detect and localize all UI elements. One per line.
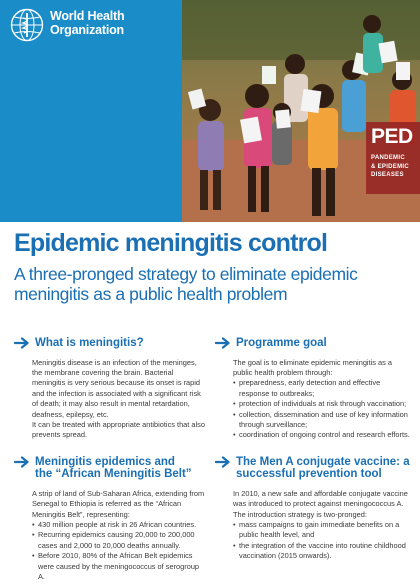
bullet-list <box>233 378 411 440</box>
section-heading <box>215 337 411 350</box>
list-item: • Recurring epidemics causing 20,000 to 200,000 cases and 2,000 to 20,000 deaths annually. <box>32 530 207 551</box>
right-column <box>215 337 411 562</box>
list-item: • coordination of ongoing control and research efforts. <box>233 430 411 440</box>
paragraph: The goal is to eliminate epidemic meningitis as a public health problem through: <box>233 357 392 377</box>
list-item: • 430 million people at risk in 26 African countries. <box>32 520 207 530</box>
ped-badge-line2: & EPIDEMIC <box>371 163 410 170</box>
arrow-right-icon <box>14 337 30 349</box>
section-heading-text <box>35 456 192 481</box>
section-heading <box>14 456 207 481</box>
paragraph: It can be treated with appropriate antibiotics that also prevents spread. <box>32 419 205 440</box>
who-name <box>50 9 124 37</box>
paragraph: The introduction strategy is two-pronged: <box>233 509 367 519</box>
section-body <box>14 489 207 583</box>
who-name-line2: Organization <box>50 23 124 37</box>
page-subtitle: A three-pronged strategy to eliminate epidemic meningitis as a public health problem <box>14 264 358 304</box>
ped-badge-line1: PANDEMIC <box>371 155 405 161</box>
who-name-line1: World Health <box>50 9 125 23</box>
heading-line: the “African Meningitis Belt” <box>35 468 192 481</box>
section-heading-text <box>236 456 410 481</box>
list-item: • preparedness, early detection and effective response to outbreaks; <box>233 378 411 399</box>
ped-badge-title: PED <box>371 125 413 148</box>
who-logo-panel <box>0 0 182 222</box>
page-title: Epidemic meningitis control <box>14 229 328 257</box>
section-body <box>215 358 411 441</box>
ped-badge <box>366 122 420 194</box>
paragraph: Meningitis disease is an infection of the meninges, the membrane covering the brain. Bacterial meningitis is very serious because its onset is rapid and the infection is associated with a significant risk of death; it may also result in mental retardation, deafness, epilepsy, etc. <box>32 357 201 419</box>
arrow-right-icon <box>14 456 30 468</box>
section-what-is-meningitis <box>14 337 207 441</box>
list-item: • Before 2010, 80% of the African Belt epidemics were caused by the meningococcus of serogroup A. <box>32 551 207 582</box>
section-body <box>215 489 411 562</box>
list-item: • protection of individuals at risk through vaccination; <box>233 399 411 409</box>
heading-line: The Men A conjugate vaccine: a <box>236 455 410 468</box>
section-body <box>14 358 207 441</box>
header-banner <box>0 0 420 222</box>
arrow-right-icon <box>215 456 231 468</box>
section-meningitis-belt <box>14 456 207 583</box>
ped-badge-line3: DISEASES <box>371 172 404 178</box>
section-heading <box>215 456 411 481</box>
list-item: • collection, dissemination and use of key information through surveillance; <box>233 410 411 431</box>
bullet-list <box>32 520 207 582</box>
left-column <box>14 337 207 582</box>
section-men-a-vaccine <box>215 456 411 562</box>
list-item: • mass campaigns to gain immediate benefits on a public health level, and <box>233 520 411 541</box>
section-heading-text: What is meningitis? <box>35 337 144 349</box>
heading-line: Meningitis epidemics and <box>35 455 175 468</box>
ped-badge-subtitle <box>371 154 416 180</box>
bullet-list <box>233 520 411 562</box>
section-heading-text: Programme goal <box>236 337 327 349</box>
paragraph: In 2010, a new safe and affordable conjugate vaccine was introduced to protect against meningococcus A. <box>233 488 408 509</box>
section-programme-goal <box>215 337 411 441</box>
paragraph: A strip of land of Sub-Saharan Africa, extending from Senegal to Ethiopia is referred as the “African Meningitis Belt”, representing: <box>32 488 205 519</box>
who-emblem-icon <box>10 8 44 42</box>
section-heading <box>14 337 207 350</box>
list-item: • the integration of the vaccine into routine childhood vaccination (2015 onwards). <box>233 541 411 562</box>
heading-line: successful prevention tool <box>236 468 382 481</box>
arrow-right-icon <box>215 337 231 349</box>
